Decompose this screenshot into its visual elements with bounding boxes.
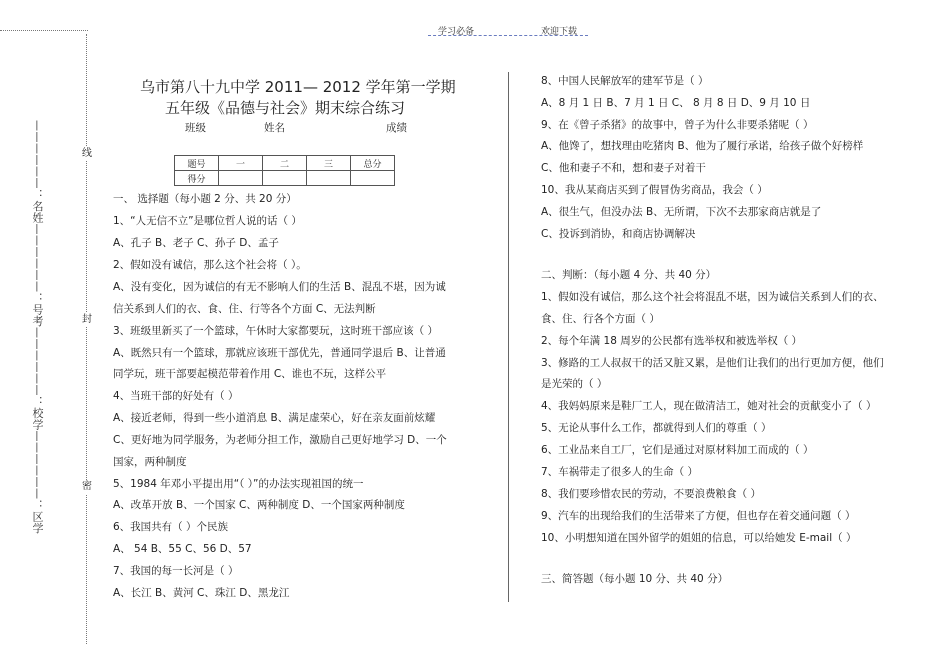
score-table [174, 155, 395, 186]
score-cell: 总分 [351, 156, 395, 171]
text-line: C、他和妻子不和，想和妻子对着干 [541, 162, 706, 174]
column-divider [508, 72, 509, 602]
text-line: 3、班级里新买了一个篮球，午休时大家都要玩，这时班干部应该（ ） [113, 325, 439, 337]
class-label: 班级 [185, 122, 206, 134]
text-line: C、更好地为同学服务，为老师分担工作，激励自己更好地学习 D、一个 [113, 434, 447, 446]
score-cell [219, 171, 263, 186]
text-line: A、既然只有一个篮球，那就应该班干部优先，普通同学退后 B、让普通 [113, 347, 446, 359]
header-right-text: 欢迎下载 [541, 27, 578, 37]
text-line: 8、我们要珍惜农民的劳动，不要浪费粮食（ ） [541, 488, 762, 500]
text-line: 10、小明想知道在国外留学的姐姐的信息，可以给她发 E-mail（ ） [541, 532, 857, 544]
text-line: 9、在《曾子杀猪》的故事中，曾子为什么非要杀猪呢（ ） [541, 119, 814, 131]
text-line: 三、简答题（每小题 10 分、共 40 分） [541, 573, 729, 585]
text-line: A、长江 B、黄河 C、珠江 D、黑龙江 [113, 587, 290, 599]
text-line: 7、车祸带走了很多人的生命（ ） [541, 466, 699, 478]
student-info-vertical-fields: ——————：名姓——————：号考——————：校学——————：区学 [31, 120, 44, 534]
score-cell: 三 [307, 156, 351, 171]
score-cell [351, 171, 395, 186]
text-line: A、接近老师，得到一些小道消息 B、满足虚荣心，好在亲友面前炫耀 [113, 412, 436, 424]
text-line: C、投诉到消协，和商店协调解决 [541, 228, 696, 240]
text-line: 2、每个年满 18 周岁的公民都有选举权和被选举权（ ） [541, 335, 803, 347]
text-line: 1、假如没有诚信，那么这个社会将混乱不堪，因为诚信关系到人们的衣、 [541, 291, 884, 303]
text-line: A、8 月 1 日 B、7 月 1 日 C、 8 月 8 日 D、9 月 10 日 [541, 97, 811, 109]
text-line: 4、当班干部的好处有（ ） [113, 390, 239, 402]
exam-title-line2: 五年级《品德与社会》期末综合练习 [165, 99, 406, 117]
header-left-text: 学习必备 [438, 27, 475, 37]
top-dotted-rule [0, 30, 88, 31]
score-cell [263, 171, 307, 186]
text-line: 7、我国的每一长河是（ ） [113, 565, 239, 577]
text-line: A、很生气，但没办法 B、无所谓，下次不去那家商店就是了 [541, 206, 822, 218]
score-table-header-row [175, 156, 395, 171]
score-table-score-row [175, 171, 395, 186]
score-cell [307, 171, 351, 186]
text-line: 6、我国共有（ ）个民族 [113, 521, 229, 533]
text-line: 6、工业品来自工厂，它们是通过对原材料加工而成的（ ） [541, 444, 814, 456]
score-cell: 得分 [175, 171, 219, 186]
text-line: 8、中国人民解放军的建军节是（ ） [541, 75, 709, 87]
score-cell: 题号 [175, 156, 219, 171]
text-line: 10、我从某商店买到了假冒伪劣商品，我会（ ） [541, 184, 768, 196]
text-line: A、孔子 B、老子 C、孙子 D、孟子 [113, 237, 279, 249]
score-cell: 二 [263, 156, 307, 171]
binding-char-feng: 封 [82, 314, 92, 325]
text-line: 同学玩，班干部要起模范带着作用 C、谁也不玩，这样公平 [113, 368, 387, 380]
text-line: 国家，两种制度 [113, 456, 187, 468]
text-line: 二、判断：（每小题 4 分、共 40 分） [541, 269, 717, 281]
name-label: 姓名 [264, 122, 285, 134]
text-line: 9、汽车的出现给我们的生活带来了方便，但也存在着交通问题（ ） [541, 510, 856, 522]
binding-dotted-line [86, 34, 87, 644]
text-line: 3、修路的工人叔叔干的活又脏又累，是他们让我们的出行更加方便，他们 [541, 357, 884, 369]
text-line: 是光荣的（ ） [541, 378, 608, 390]
binding-char-mi: 密 [82, 481, 92, 492]
exam-title-line1: 乌市第八十九中学 2011— 2012 学年第一学期 [140, 78, 456, 96]
text-line: 4、我妈妈原来是鞋厂工人，现在做清洁工，她对社会的贡献变小了（ ） [541, 400, 877, 412]
text-line: A、 54 B、55 C、56 D、57 [113, 543, 252, 555]
text-line: 5、无论从事什么工作，都就得到人们的尊重（ ） [541, 422, 772, 434]
text-line: 2、假如没有诚信，那么这个社会将（ ）。 [113, 259, 307, 271]
text-line: A、没有变化，因为诚信的有无不影响人们的生活 B、混乱不堪，因为诚 [113, 281, 446, 293]
text-line: 一、 选择题（每小题 2 分、共 20 分） [113, 193, 297, 205]
text-line: 食、住、行各个方面（ ） [541, 313, 660, 325]
text-line: 1、“人无信不立”是哪位哲人说的话（ ） [113, 215, 302, 227]
text-line: 5、1984 年邓小平提出用“（ ）”的办法实现祖国的统一 [113, 478, 364, 490]
text-line: A、改革开放 B、一个国家 C、两种制度 D、一个国家两种制度 [113, 499, 405, 511]
text-line: A、他馋了，想找理由吃猪肉 B、他为了履行承诺，给孩子做个好榜样 [541, 140, 864, 152]
binding-char-xian: 线 [82, 148, 92, 159]
score-label: 成绩 [386, 122, 407, 134]
header-dashed-rule [428, 35, 588, 36]
score-cell: 一 [219, 156, 263, 171]
text-line: 信关系到人们的衣、食、住、行等各个方面 C、无法判断 [113, 303, 376, 315]
